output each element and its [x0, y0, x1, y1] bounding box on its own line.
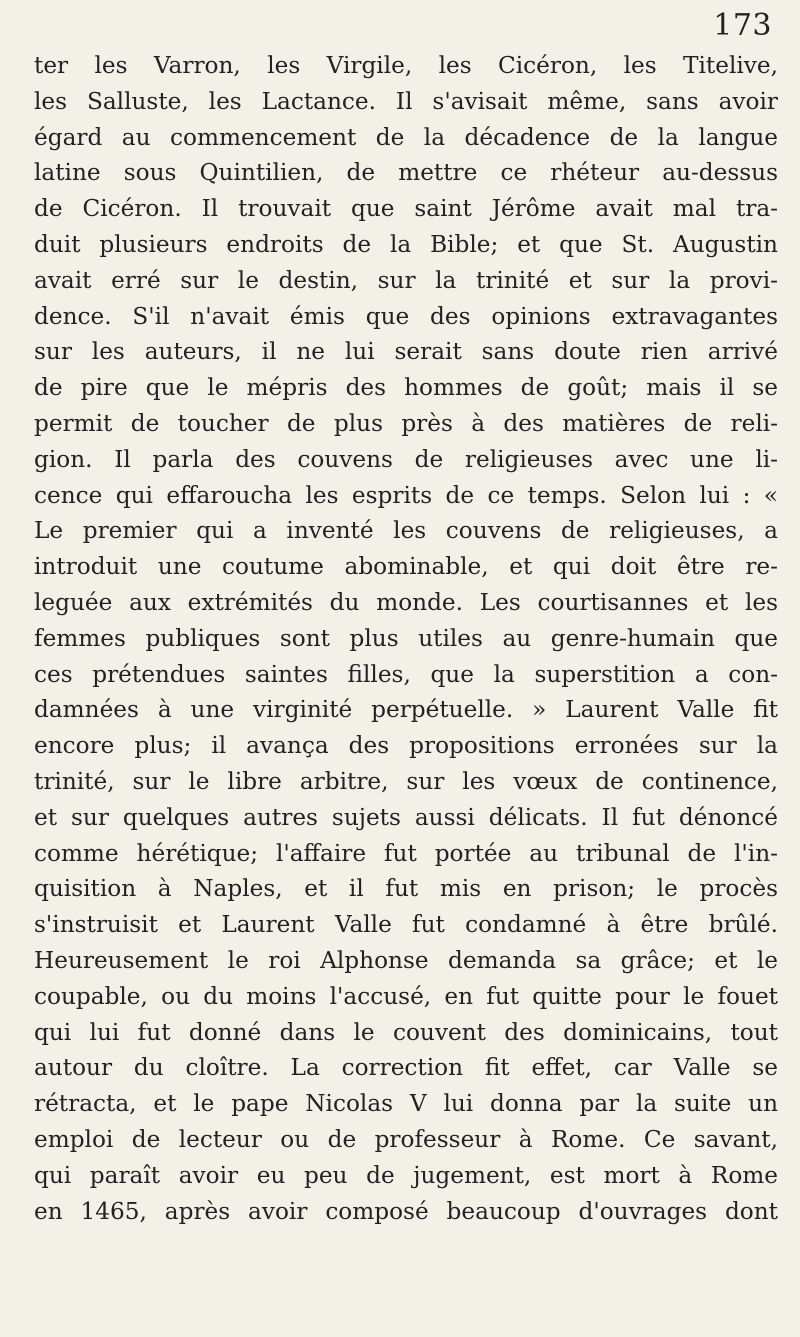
text-line: encore plus; il avança des propositions erronées sur la	[34, 732, 778, 760]
text-line: coupable, ou du moins l'accusé, en fut quitte pour le fouet	[34, 982, 778, 1010]
text-line: qui paraît avoir eu peu de jugement, est mort à Rome	[34, 1161, 778, 1189]
text-line: ter les Varron, les Virgile, les Cicéron, les Titelive,	[34, 52, 778, 79]
text-line: femmes publiques sont plus utiles au genre-humain que	[34, 624, 778, 652]
text-line: ces prétendues saintes filles, que la superstition a con-	[34, 660, 778, 688]
text-line: emploi de lecteur ou de professeur à Rome. Ce savant,	[34, 1125, 778, 1153]
text-line: les Salluste, les Lactance. Il s'avisait même, sans avoir	[34, 87, 778, 115]
text-line: égard au commencement de la décadence de la langue	[34, 123, 778, 151]
text-line: duit plusieurs endroits de la Bible; et que St. Augustin	[34, 230, 778, 258]
text-line: gion. Il parla des couvens de religieuses avec une li-	[34, 445, 778, 473]
text-line: leguée aux extrémités du monde. Les courtisannes et les	[34, 588, 778, 616]
text-line: latine sous Quintilien, de mettre ce rhéteur au-dessus	[34, 159, 778, 187]
text-line: Heureusement le roi Alphonse demanda sa grâce; et le	[34, 946, 778, 974]
page-number: 173	[713, 8, 772, 43]
text-line: trinité, sur le libre arbitre, sur les vœux de continence,	[34, 767, 778, 795]
text-line: introduit une coutume abominable, et qui doit être re-	[34, 553, 778, 581]
text-line: de pire que le mépris des hommes de goût; mais il se	[34, 374, 778, 402]
text-line: Le premier qui a inventé les couvens de religieuses, a	[34, 517, 778, 545]
text-line: permit de toucher de plus près à des matières de reli-	[34, 409, 778, 437]
text-line: cence qui effaroucha les esprits de ce temps. Selon lui : «	[34, 481, 778, 509]
text-line: rétracta, et le pape Nicolas V lui donna par la suite un	[34, 1090, 778, 1118]
text-line: quisition à Naples, et il fut mis en prison; le procès	[34, 875, 778, 903]
text-line: dence. S'il n'avait émis que des opinions extravagantes	[34, 302, 778, 330]
text-line: en 1465, après avoir composé beaucoup d'ouvrages dont	[34, 1197, 778, 1225]
text-line: comme hérétique; l'affaire fut portée au tribunal de l'in-	[34, 839, 778, 867]
text-line: avait erré sur le destin, sur la trinité et sur la provi-	[34, 266, 778, 294]
text-line: qui lui fut donné dans le couvent des dominicains, tout	[34, 1018, 778, 1046]
text-line: damnées à une virginité perpétuelle. » Laurent Valle fit	[34, 696, 778, 724]
body-text	[34, 48, 778, 1229]
text-line: de Cicéron. Il trouvait que saint Jérôme avait mal tra-	[34, 195, 778, 223]
text-line: s'instruisit et Laurent Valle fut condamné à être brûlé.	[34, 911, 778, 939]
text-line: et sur quelques autres sujets aussi délicats. Il fut dénoncé	[34, 803, 778, 831]
text-line: sur les auteurs, il ne lui serait sans doute rien arrivé	[34, 338, 778, 366]
text-line: autour du cloître. La correction fit effet, car Valle se	[34, 1054, 778, 1082]
